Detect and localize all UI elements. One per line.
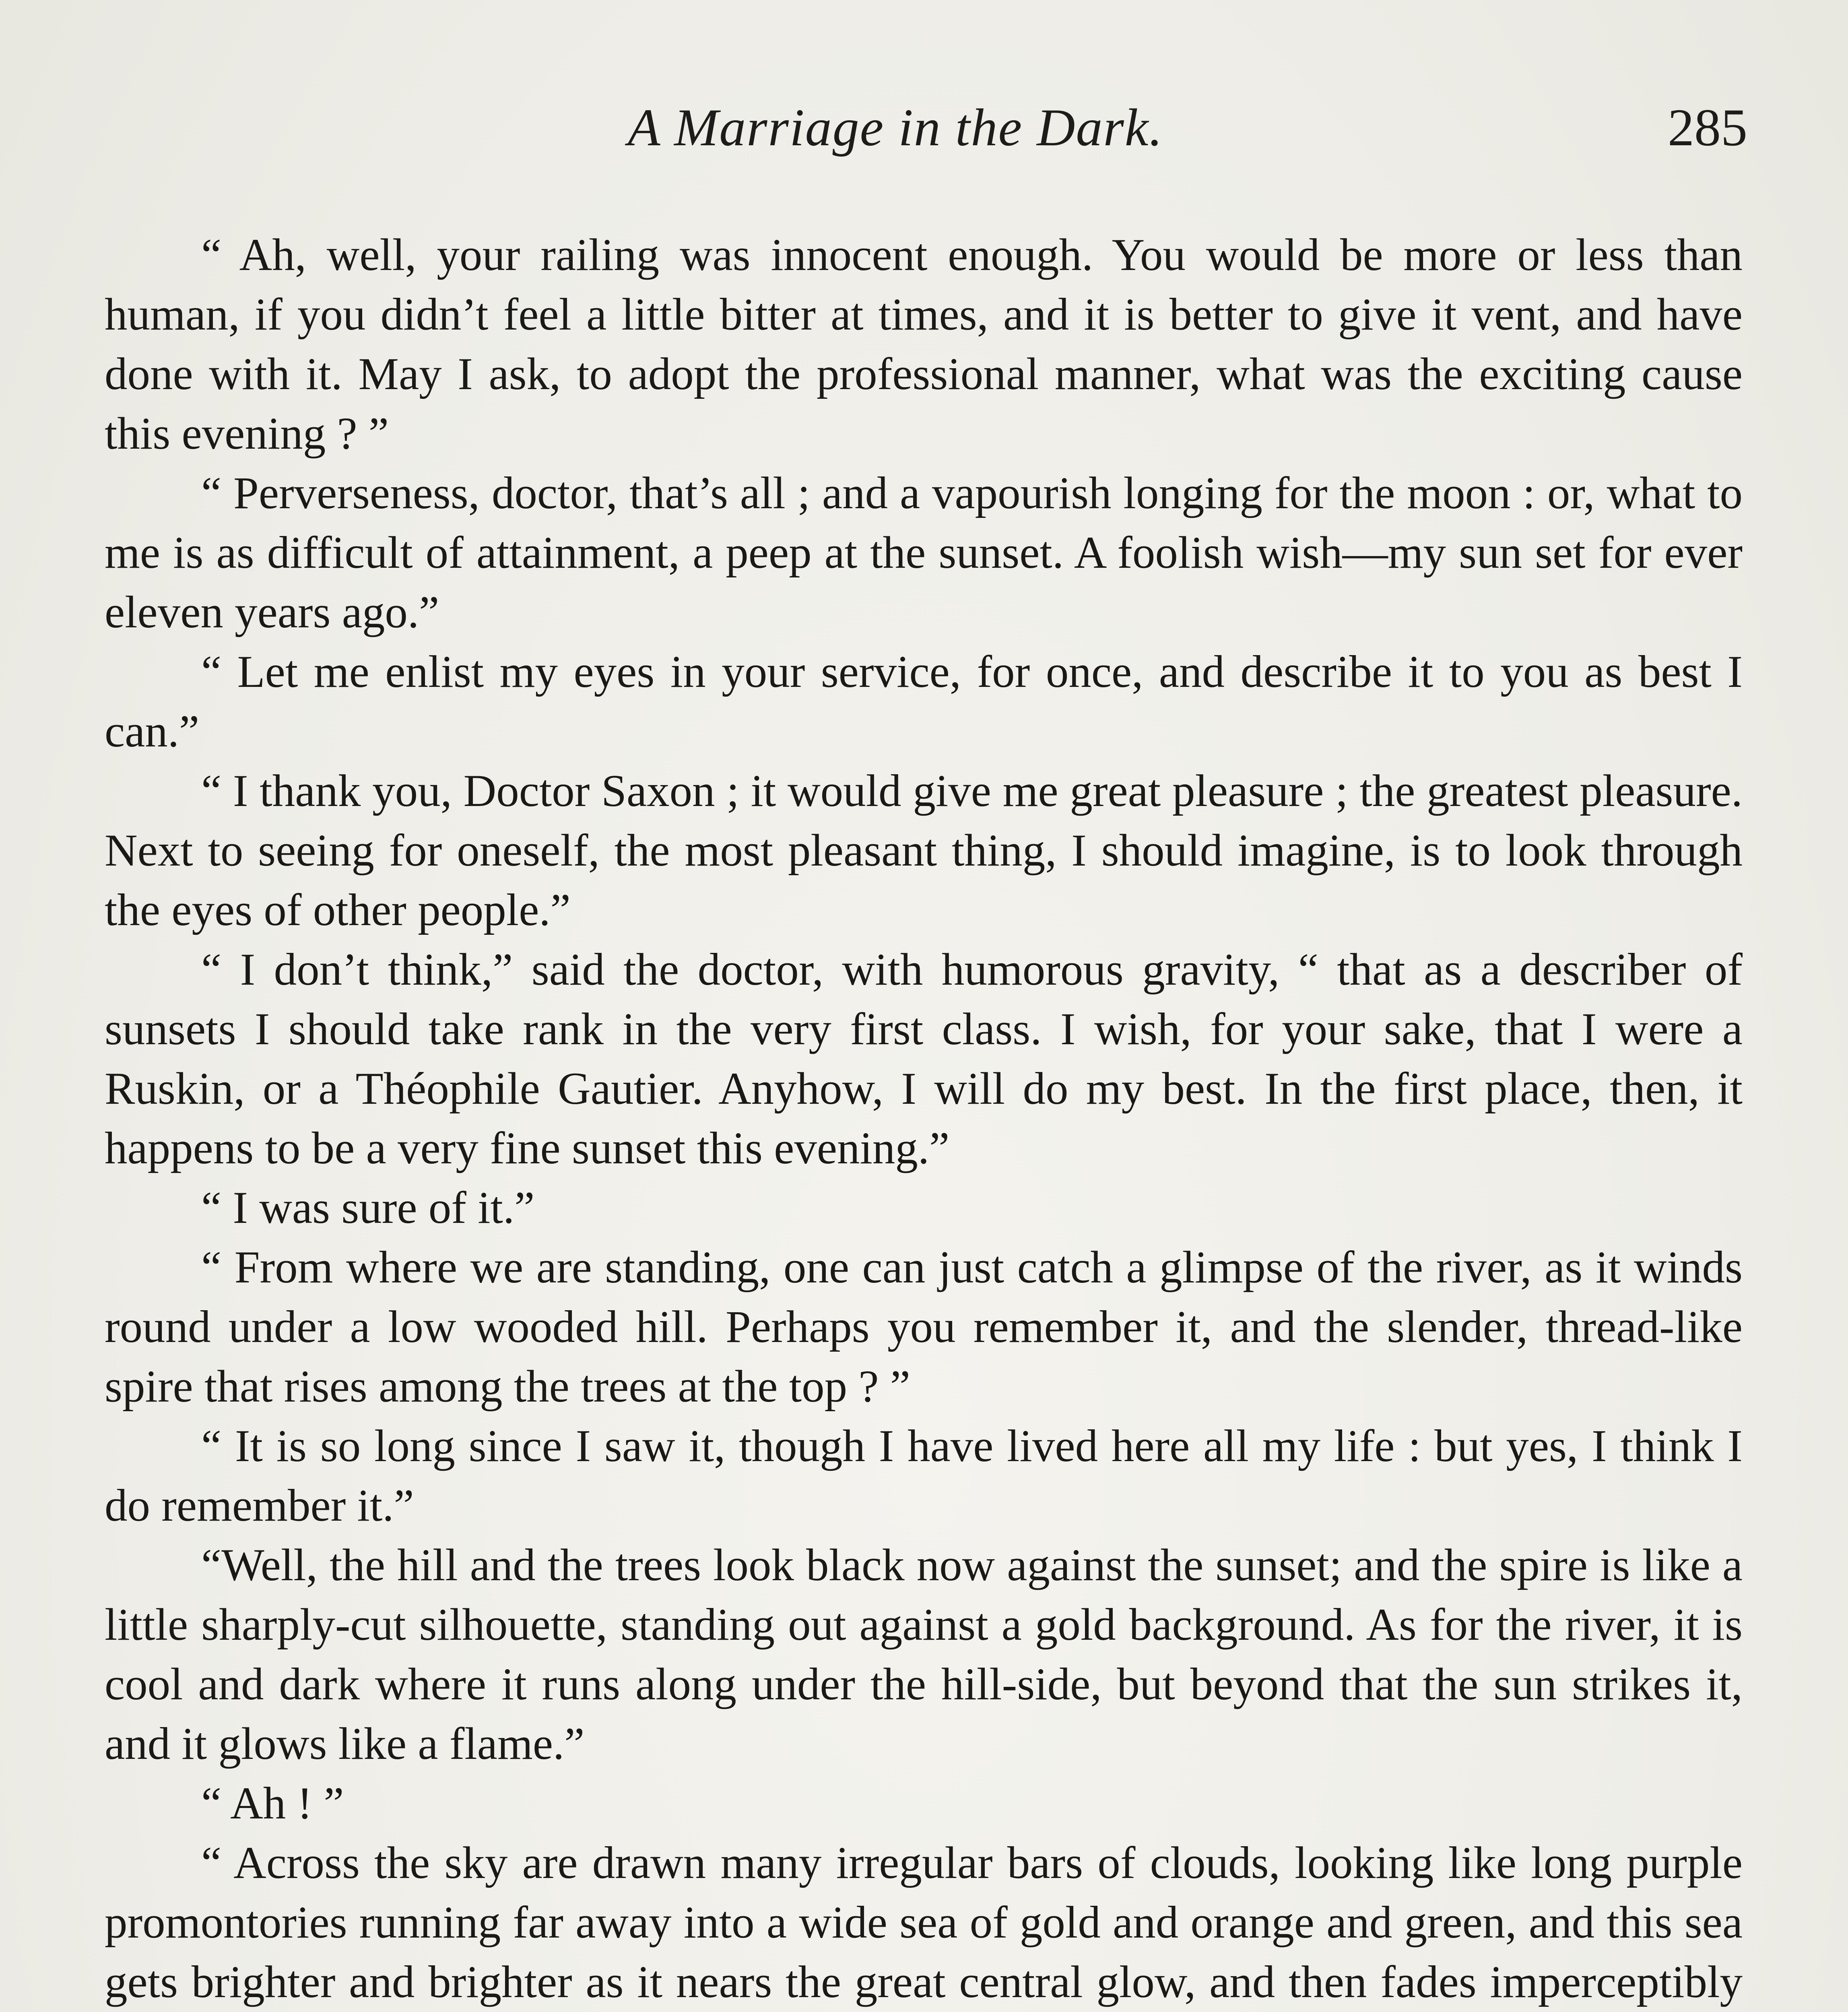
paragraph: “ Ah ! ” <box>201 1778 344 1829</box>
paragraph: “ From where we are standing, one can just catch a glimpse of the river, as it winds round under a low wooded hill. Perhaps you remember it, and the slender, thread-like spire that rises among the trees at the top ? ” <box>105 1242 1743 1412</box>
running-head <box>97 97 1755 161</box>
paragraph: “ I was sure of it.” <box>201 1183 535 1233</box>
paragraph: “ Across the sky are drawn many irregular bars of clouds, looking like long purple promontories running far away into a wide sea of gold and orange and green, and this sea gets brighter and brighter as it nears the great central glow, and then fades imperceptibly <box>105 1838 1743 2007</box>
paragraph: “ Ah, well, your railing was innocent enough. You would be more or less than human, if you didn’t feel a little bitter at times, and it is better to give it vent, and have done with it. May I ask, to adopt the professional manner, what was the exciting cause this evening ? ” <box>105 230 1743 459</box>
running-title: A Marriage in the Dark. <box>628 98 1163 157</box>
paragraph: “ I thank you, Doctor Saxon ; it would give me great pleasure ; the greatest pleasure. Next to seeing for oneself, the most pleasant thing, I should imagine, is to look through the eyes of other people.” <box>105 766 1743 935</box>
body-text <box>105 225 1743 2012</box>
paragraph: “Well, the hill and the trees look black now against the sunset; and the spire is like a little sharply-cut silhouette, standing out against a gold background. As for the river, it is cool and dark where it runs along under the hill-side, but beyond that the sun strikes it, and it glows like a flame.” <box>105 1540 1743 1769</box>
paragraph: “ I don’t think,” said the doctor, with humorous gravity, “ that as a describer of sunsets I should take rank in the very first class. I wish, for your sake, that I were a Ruskin, or a Théophile Gautier. Anyhow, I will do my best. In the first place, then, it happens to be a very fine sunset this evening.” <box>105 944 1743 1173</box>
paragraph: “ Let me enlist my eyes in your service, for once, and describe it to you as best I can.” <box>105 647 1743 757</box>
page-number: 285 <box>1668 98 1747 157</box>
paragraph: “ Perverseness, doctor, that’s all ; and a vapourish longing for the moon : or, what to me is as difficult of attainment, a peep at the sunset. A foolish wish—my sun set for ever eleven years ago.” <box>105 468 1743 637</box>
paragraph: “ It is so long since I saw it, though I have lived here all my life : but yes, I think I do remember it.” <box>105 1421 1743 1531</box>
